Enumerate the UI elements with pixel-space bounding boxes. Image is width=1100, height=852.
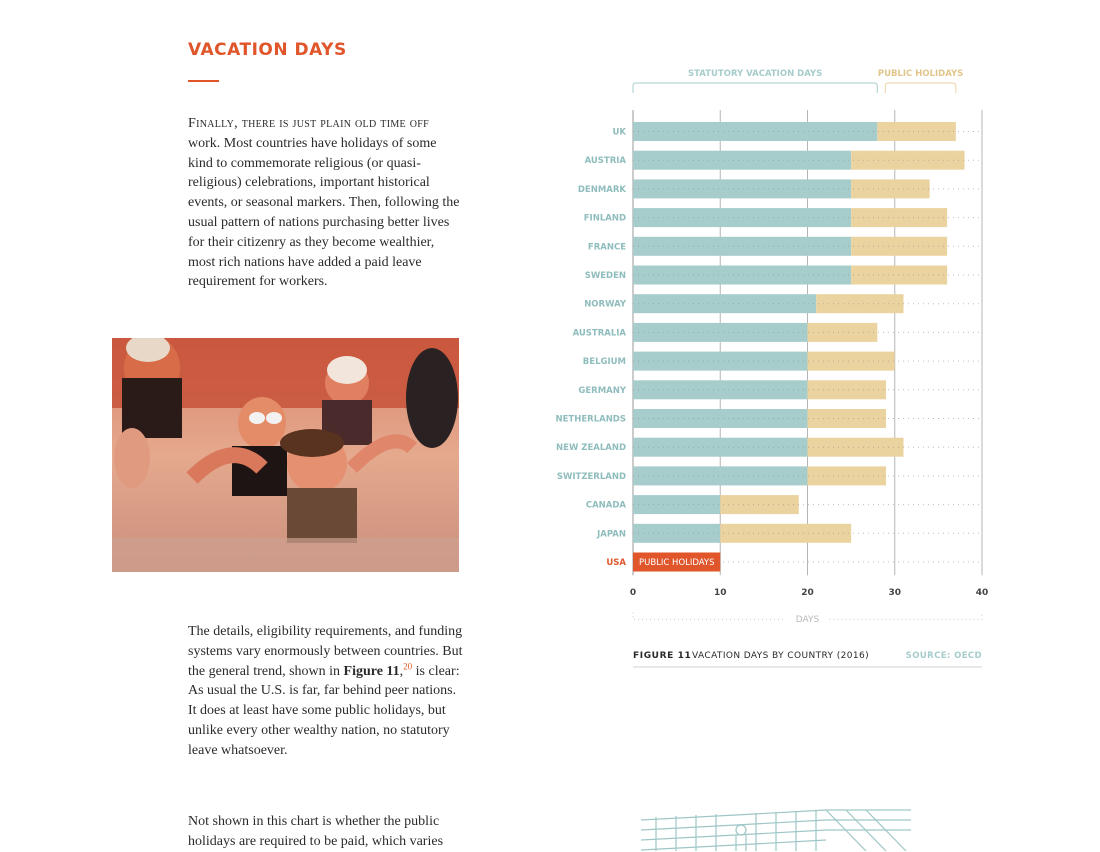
bar-holidays-sweden: [851, 266, 947, 285]
vacation-days-chart: [540, 60, 1000, 680]
x-tick-20: 20: [801, 588, 814, 599]
category-label-new-zealand: NEW ZEALAND: [556, 443, 626, 454]
legend-statutory-label: STATUTORY VACATION DAYS: [688, 69, 823, 79]
paragraph-3: Not shown in this chart is whether the public holidays are required to be paid, which varies: [188, 814, 444, 849]
x-tick-0: 0: [629, 588, 637, 599]
title-underline: [188, 80, 219, 82]
bar-holidays-switzerland: [808, 466, 887, 485]
bar-statutory-canada: [633, 495, 720, 514]
figure-source: SOURCE: OECD: [905, 651, 982, 661]
paragraph-2: [188, 622, 463, 761]
legend-holidays-bracket: [885, 83, 956, 93]
category-label-canada: CANADA: [585, 500, 626, 511]
category-label-japan: JAPAN: [597, 529, 626, 540]
bar-holidays-canada: [720, 495, 799, 514]
bar-holidays-belgium: [808, 352, 895, 371]
figure-number: FIGURE 11: [633, 651, 692, 661]
bar-holidays-uk: [877, 122, 956, 141]
category-label-denmark: DENMARK: [577, 184, 626, 195]
bar-holidays-new-zealand: [808, 438, 904, 457]
bar-holidays-norway: [816, 294, 903, 313]
paragraph-1-text: work. Most countries have holidays of some kind to commemorate religious (or quasi-religious) celebrations, important historical events, or seasonal markers. Then, following the usual pattern of nations purchasing better lives for their citizenry as they become wealthier, most rich nations have added a paid leave requirement for workers.: [188, 135, 460, 290]
category-label-germany: GERMANY: [578, 385, 626, 396]
bar-statutory-new-zealand: [633, 438, 808, 457]
bar-holidays-germany: [808, 380, 887, 399]
paragraph-2-text-b: ,: [399, 663, 404, 679]
paragraph-2-text-c: is clear: As usual the U.S. is far, far behind peer nations. It does at least have some public holidays, but unlike every other wealthy nation, no statutory leave whatsoever.: [188, 663, 460, 758]
category-label-france: FRANCE: [587, 242, 626, 253]
bar-statutory-japan: [633, 524, 720, 543]
figure-caption: VACATION DAYS BY COUNTRY (2016): [692, 651, 870, 661]
category-label-sweden: SWEDEN: [584, 271, 626, 281]
bar-statutory-australia: [633, 323, 808, 342]
category-label-finland: FINLAND: [583, 213, 626, 224]
x-axis-title: DAYS: [795, 615, 820, 626]
bar-holidays-netherlands: [808, 409, 887, 428]
swimmers-photo: [112, 338, 459, 572]
bar-holidays-france: [851, 237, 947, 256]
bar-statutory-uk: [633, 122, 877, 141]
footnote-marker[interactable]: 20: [403, 660, 413, 671]
bar-statutory-belgium: [633, 352, 808, 371]
bar-holidays-japan: [720, 524, 851, 543]
paragraph-2-text-a: The details, eligibility requirements, and funding systems vary enormously between countries. But the general trend, shown in: [188, 624, 463, 679]
bar-holidays-finland: [851, 208, 947, 227]
paragraph-1-lead: Finally, there is just plain old time off: [188, 116, 429, 131]
figure-reference-link[interactable]: Figure 11: [343, 663, 400, 679]
bar-holidays-australia: [808, 323, 878, 342]
bar-statutory-switzerland: [633, 466, 808, 485]
category-label-uk: UK: [612, 127, 626, 138]
building-illustration: [636, 805, 916, 851]
chart-x-ticks: [630, 588, 988, 598]
category-label-usa: USA: [606, 558, 626, 568]
category-label-switzerland: SWITZERLAND: [556, 471, 626, 482]
chart-category-labels: [556, 128, 627, 569]
paragraph-1: [188, 114, 463, 292]
category-label-belgium: BELGIUM: [582, 357, 626, 368]
bar-statutory-germany: [633, 380, 808, 399]
bar-statutory-netherlands: [633, 409, 808, 428]
category-label-australia: AUSTRALIA: [572, 328, 626, 339]
legend-statutory-bracket: [633, 83, 877, 93]
bar-holidays-denmark: [851, 179, 930, 198]
section-title: VACATION DAYS: [188, 40, 347, 60]
category-label-austria: AUSTRIA: [584, 156, 626, 167]
legend-holidays-label: PUBLIC HOLIDAYS: [877, 69, 964, 79]
x-tick-40: 40: [975, 588, 989, 599]
category-label-norway: NORWAY: [584, 299, 626, 310]
category-label-netherlands: NETHERLANDS: [555, 414, 626, 425]
usa-bar-label: PUBLIC HOLIDAYS: [639, 558, 715, 568]
x-tick-30: 30: [888, 588, 902, 599]
x-tick-10: 10: [713, 588, 727, 599]
